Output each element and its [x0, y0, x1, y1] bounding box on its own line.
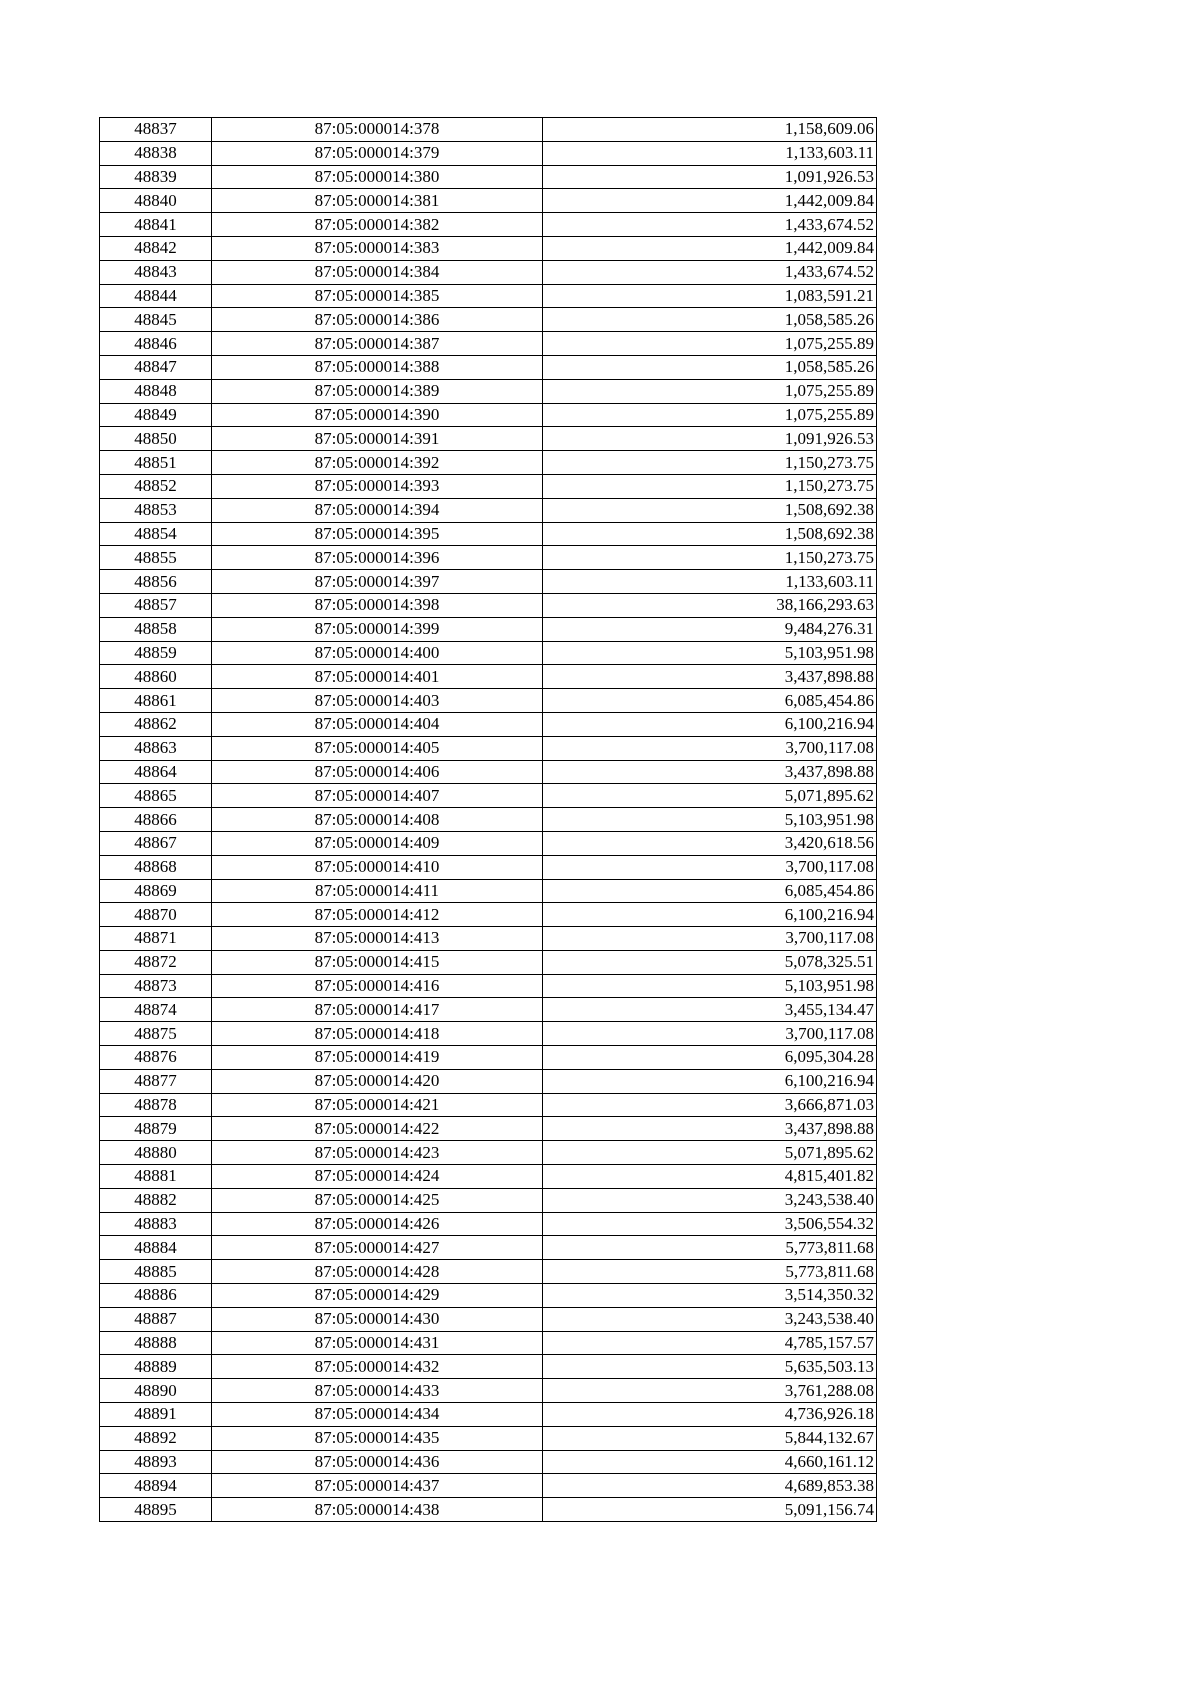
table-row: [100, 808, 877, 832]
table-row: [100, 712, 877, 736]
table-row: [100, 1426, 877, 1450]
cadastral-number-cell: 87:05:000014:411: [212, 879, 543, 903]
cadastral-number-cell: 87:05:000014:412: [212, 903, 543, 927]
row-number-cell: 48884: [100, 1236, 212, 1260]
value-cell: 3,700,117.08: [543, 855, 877, 879]
row-number-cell: 48868: [100, 855, 212, 879]
value-cell: 3,437,898.88: [543, 1117, 877, 1141]
cadastral-number-cell: 87:05:000014:409: [212, 831, 543, 855]
row-number-cell: 48866: [100, 808, 212, 832]
table-row: [100, 665, 877, 689]
value-cell: 5,071,895.62: [543, 1141, 877, 1165]
cadastral-number-cell: 87:05:000014:438: [212, 1498, 543, 1522]
row-number-cell: 48847: [100, 355, 212, 379]
table-row: [100, 522, 877, 546]
table-row: [100, 689, 877, 713]
cadastral-number-cell: 87:05:000014:391: [212, 427, 543, 451]
table-row: [100, 1188, 877, 1212]
table-row: [100, 998, 877, 1022]
value-cell: 5,078,325.51: [543, 950, 877, 974]
value-cell: 1,442,009.84: [543, 236, 877, 260]
value-cell: 1,058,585.26: [543, 355, 877, 379]
table-row: [100, 927, 877, 951]
cadastral-number-cell: 87:05:000014:399: [212, 617, 543, 641]
row-number-cell: 48889: [100, 1355, 212, 1379]
value-cell: 1,075,255.89: [543, 379, 877, 403]
row-number-cell: 48874: [100, 998, 212, 1022]
cadastral-number-cell: 87:05:000014:405: [212, 736, 543, 760]
row-number-cell: 48882: [100, 1188, 212, 1212]
table-row: [100, 141, 877, 165]
cadastral-number-cell: 87:05:000014:382: [212, 213, 543, 237]
table-row: [100, 355, 877, 379]
row-number-cell: 48850: [100, 427, 212, 451]
cadastral-number-cell: 87:05:000014:416: [212, 974, 543, 998]
row-number-cell: 48839: [100, 165, 212, 189]
table-row: [100, 165, 877, 189]
cadastral-number-cell: 87:05:000014:410: [212, 855, 543, 879]
value-cell: 6,100,216.94: [543, 903, 877, 927]
table-row: [100, 903, 877, 927]
row-number-cell: 48867: [100, 831, 212, 855]
value-cell: 3,455,134.47: [543, 998, 877, 1022]
row-number-cell: 48845: [100, 308, 212, 332]
table-row: [100, 1355, 877, 1379]
cadastral-number-cell: 87:05:000014:423: [212, 1141, 543, 1165]
table-row: [100, 1069, 877, 1093]
table-row: [100, 1260, 877, 1284]
table-row: [100, 236, 877, 260]
value-cell: 1,133,603.11: [543, 570, 877, 594]
row-number-cell: 48879: [100, 1117, 212, 1141]
table-row: [100, 760, 877, 784]
cadastral-number-cell: 87:05:000014:428: [212, 1260, 543, 1284]
row-number-cell: 48854: [100, 522, 212, 546]
table-row: [100, 784, 877, 808]
value-cell: 6,095,304.28: [543, 1046, 877, 1070]
cadastral-number-cell: 87:05:000014:436: [212, 1450, 543, 1474]
cadastral-number-cell: 87:05:000014:400: [212, 641, 543, 665]
table-row: [100, 1307, 877, 1331]
value-cell: 3,700,117.08: [543, 927, 877, 951]
table-row: [100, 855, 877, 879]
cadastral-number-cell: 87:05:000014:432: [212, 1355, 543, 1379]
row-number-cell: 48864: [100, 760, 212, 784]
row-number-cell: 48860: [100, 665, 212, 689]
value-cell: 5,071,895.62: [543, 784, 877, 808]
cadastral-number-cell: 87:05:000014:419: [212, 1046, 543, 1070]
value-cell: 1,508,692.38: [543, 498, 877, 522]
value-cell: 1,150,273.75: [543, 546, 877, 570]
cadastral-number-cell: 87:05:000014:379: [212, 141, 543, 165]
value-cell: 38,166,293.63: [543, 593, 877, 617]
value-cell: 5,773,811.68: [543, 1236, 877, 1260]
table-row: [100, 974, 877, 998]
value-cell: 5,773,811.68: [543, 1260, 877, 1284]
row-number-cell: 48873: [100, 974, 212, 998]
table-row: [100, 427, 877, 451]
cadastral-number-cell: 87:05:000014:385: [212, 284, 543, 308]
cadastral-number-cell: 87:05:000014:395: [212, 522, 543, 546]
row-number-cell: 48849: [100, 403, 212, 427]
cadastral-number-cell: 87:05:000014:380: [212, 165, 543, 189]
row-number-cell: 48891: [100, 1403, 212, 1427]
row-number-cell: 48875: [100, 1022, 212, 1046]
row-number-cell: 48838: [100, 141, 212, 165]
cadastral-number-cell: 87:05:000014:394: [212, 498, 543, 522]
value-cell: 1,075,255.89: [543, 403, 877, 427]
value-cell: 5,844,132.67: [543, 1426, 877, 1450]
table-row: [100, 641, 877, 665]
cadastral-value-table: [99, 117, 877, 1522]
value-cell: 6,100,216.94: [543, 712, 877, 736]
table-row: [100, 950, 877, 974]
cadastral-number-cell: 87:05:000014:387: [212, 332, 543, 356]
row-number-cell: 48883: [100, 1212, 212, 1236]
cadastral-number-cell: 87:05:000014:435: [212, 1426, 543, 1450]
value-cell: 1,091,926.53: [543, 427, 877, 451]
cadastral-number-cell: 87:05:000014:404: [212, 712, 543, 736]
value-cell: 1,150,273.75: [543, 474, 877, 498]
cadastral-number-cell: 87:05:000014:383: [212, 236, 543, 260]
cadastral-number-cell: 87:05:000014:429: [212, 1284, 543, 1308]
cadastral-number-cell: 87:05:000014:427: [212, 1236, 543, 1260]
row-number-cell: 48877: [100, 1069, 212, 1093]
table-row: [100, 1093, 877, 1117]
value-cell: 3,506,554.32: [543, 1212, 877, 1236]
row-number-cell: 48878: [100, 1093, 212, 1117]
value-cell: 1,442,009.84: [543, 189, 877, 213]
row-number-cell: 48870: [100, 903, 212, 927]
value-cell: 5,091,156.74: [543, 1498, 877, 1522]
cadastral-number-cell: 87:05:000014:426: [212, 1212, 543, 1236]
value-cell: 3,514,350.32: [543, 1284, 877, 1308]
cadastral-number-cell: 87:05:000014:386: [212, 308, 543, 332]
row-number-cell: 48853: [100, 498, 212, 522]
table-row: [100, 118, 877, 142]
table-row: [100, 474, 877, 498]
row-number-cell: 48888: [100, 1331, 212, 1355]
value-cell: 3,243,538.40: [543, 1188, 877, 1212]
cadastral-number-cell: 87:05:000014:418: [212, 1022, 543, 1046]
table-row: [100, 1284, 877, 1308]
row-number-cell: 48862: [100, 712, 212, 736]
table-row: [100, 451, 877, 475]
value-cell: 6,100,216.94: [543, 1069, 877, 1093]
value-cell: 3,700,117.08: [543, 1022, 877, 1046]
row-number-cell: 48892: [100, 1426, 212, 1450]
table-row: [100, 1331, 877, 1355]
row-number-cell: 48856: [100, 570, 212, 594]
value-cell: 3,666,871.03: [543, 1093, 877, 1117]
row-number-cell: 48865: [100, 784, 212, 808]
table-row: [100, 1450, 877, 1474]
row-number-cell: 48851: [100, 451, 212, 475]
row-number-cell: 48842: [100, 236, 212, 260]
cadastral-number-cell: 87:05:000014:430: [212, 1307, 543, 1331]
cadastral-number-cell: 87:05:000014:390: [212, 403, 543, 427]
row-number-cell: 48846: [100, 332, 212, 356]
cadastral-number-cell: 87:05:000014:431: [212, 1331, 543, 1355]
cadastral-number-cell: 87:05:000014:434: [212, 1403, 543, 1427]
cadastral-number-cell: 87:05:000014:420: [212, 1069, 543, 1093]
row-number-cell: 48859: [100, 641, 212, 665]
value-cell: 6,085,454.86: [543, 689, 877, 713]
value-cell: 3,437,898.88: [543, 665, 877, 689]
table-row: [100, 617, 877, 641]
row-number-cell: 48893: [100, 1450, 212, 1474]
cadastral-number-cell: 87:05:000014:389: [212, 379, 543, 403]
value-cell: 1,158,609.06: [543, 118, 877, 142]
value-cell: 3,420,618.56: [543, 831, 877, 855]
table-row: [100, 1165, 877, 1189]
row-number-cell: 48872: [100, 950, 212, 974]
table-row: [100, 570, 877, 594]
table-row: [100, 260, 877, 284]
table-row: [100, 593, 877, 617]
row-number-cell: 48855: [100, 546, 212, 570]
cadastral-number-cell: 87:05:000014:407: [212, 784, 543, 808]
row-number-cell: 48885: [100, 1260, 212, 1284]
value-cell: 4,689,853.38: [543, 1474, 877, 1498]
table-row: [100, 736, 877, 760]
cadastral-number-cell: 87:05:000014:421: [212, 1093, 543, 1117]
row-number-cell: 48857: [100, 593, 212, 617]
table-row: [100, 1236, 877, 1260]
table-row: [100, 1212, 877, 1236]
value-cell: 5,103,951.98: [543, 808, 877, 832]
value-cell: 4,736,926.18: [543, 1403, 877, 1427]
row-number-cell: 48843: [100, 260, 212, 284]
row-number-cell: 48841: [100, 213, 212, 237]
value-cell: 5,635,503.13: [543, 1355, 877, 1379]
table-row: [100, 1379, 877, 1403]
value-cell: 1,075,255.89: [543, 332, 877, 356]
value-cell: 3,243,538.40: [543, 1307, 877, 1331]
table-row: [100, 403, 877, 427]
cadastral-number-cell: 87:05:000014:398: [212, 593, 543, 617]
table-row: [100, 1498, 877, 1522]
table-row: [100, 1046, 877, 1070]
row-number-cell: 48895: [100, 1498, 212, 1522]
cadastral-number-cell: 87:05:000014:433: [212, 1379, 543, 1403]
value-cell: 1,058,585.26: [543, 308, 877, 332]
cadastral-number-cell: 87:05:000014:424: [212, 1165, 543, 1189]
table-row: [100, 1141, 877, 1165]
row-number-cell: 48844: [100, 284, 212, 308]
row-number-cell: 48852: [100, 474, 212, 498]
table-row: [100, 213, 877, 237]
row-number-cell: 48858: [100, 617, 212, 641]
value-cell: 9,484,276.31: [543, 617, 877, 641]
row-number-cell: 48871: [100, 927, 212, 951]
value-cell: 3,437,898.88: [543, 760, 877, 784]
table-row: [100, 546, 877, 570]
value-cell: 1,508,692.38: [543, 522, 877, 546]
cadastral-number-cell: 87:05:000014:381: [212, 189, 543, 213]
table-row: [100, 1474, 877, 1498]
value-cell: 1,433,674.52: [543, 260, 877, 284]
row-number-cell: 48894: [100, 1474, 212, 1498]
row-number-cell: 48876: [100, 1046, 212, 1070]
value-cell: 4,660,161.12: [543, 1450, 877, 1474]
row-number-cell: 48840: [100, 189, 212, 213]
value-cell: 4,785,157.57: [543, 1331, 877, 1355]
cadastral-number-cell: 87:05:000014:397: [212, 570, 543, 594]
value-cell: 1,133,603.11: [543, 141, 877, 165]
table-row: [100, 332, 877, 356]
table-row: [100, 379, 877, 403]
table-row: [100, 831, 877, 855]
row-number-cell: 48837: [100, 118, 212, 142]
value-cell: 3,700,117.08: [543, 736, 877, 760]
cadastral-number-cell: 87:05:000014:378: [212, 118, 543, 142]
table-row: [100, 498, 877, 522]
value-cell: 1,433,674.52: [543, 213, 877, 237]
table-row: [100, 879, 877, 903]
table-row: [100, 1403, 877, 1427]
row-number-cell: 48886: [100, 1284, 212, 1308]
cadastral-number-cell: 87:05:000014:408: [212, 808, 543, 832]
cadastral-number-cell: 87:05:000014:422: [212, 1117, 543, 1141]
row-number-cell: 48887: [100, 1307, 212, 1331]
cadastral-number-cell: 87:05:000014:425: [212, 1188, 543, 1212]
row-number-cell: 48880: [100, 1141, 212, 1165]
cadastral-number-cell: 87:05:000014:396: [212, 546, 543, 570]
table-row: [100, 284, 877, 308]
row-number-cell: 48890: [100, 1379, 212, 1403]
table-row: [100, 1022, 877, 1046]
cadastral-number-cell: 87:05:000014:392: [212, 451, 543, 475]
row-number-cell: 48861: [100, 689, 212, 713]
table-row: [100, 308, 877, 332]
row-number-cell: 48863: [100, 736, 212, 760]
value-cell: 1,083,591.21: [543, 284, 877, 308]
cadastral-number-cell: 87:05:000014:403: [212, 689, 543, 713]
cadastral-number-cell: 87:05:000014:417: [212, 998, 543, 1022]
cadastral-number-cell: 87:05:000014:388: [212, 355, 543, 379]
value-cell: 1,091,926.53: [543, 165, 877, 189]
cadastral-number-cell: 87:05:000014:437: [212, 1474, 543, 1498]
value-cell: 6,085,454.86: [543, 879, 877, 903]
value-cell: 3,761,288.08: [543, 1379, 877, 1403]
row-number-cell: 48869: [100, 879, 212, 903]
value-cell: 5,103,951.98: [543, 974, 877, 998]
table-body: [100, 118, 877, 1522]
value-cell: 4,815,401.82: [543, 1165, 877, 1189]
cadastral-number-cell: 87:05:000014:415: [212, 950, 543, 974]
table-row: [100, 189, 877, 213]
row-number-cell: 48848: [100, 379, 212, 403]
cadastral-number-cell: 87:05:000014:384: [212, 260, 543, 284]
cadastral-number-cell: 87:05:000014:401: [212, 665, 543, 689]
cadastral-number-cell: 87:05:000014:413: [212, 927, 543, 951]
value-cell: 1,150,273.75: [543, 451, 877, 475]
table-row: [100, 1117, 877, 1141]
cadastral-number-cell: 87:05:000014:406: [212, 760, 543, 784]
value-cell: 5,103,951.98: [543, 641, 877, 665]
cadastral-number-cell: 87:05:000014:393: [212, 474, 543, 498]
row-number-cell: 48881: [100, 1165, 212, 1189]
